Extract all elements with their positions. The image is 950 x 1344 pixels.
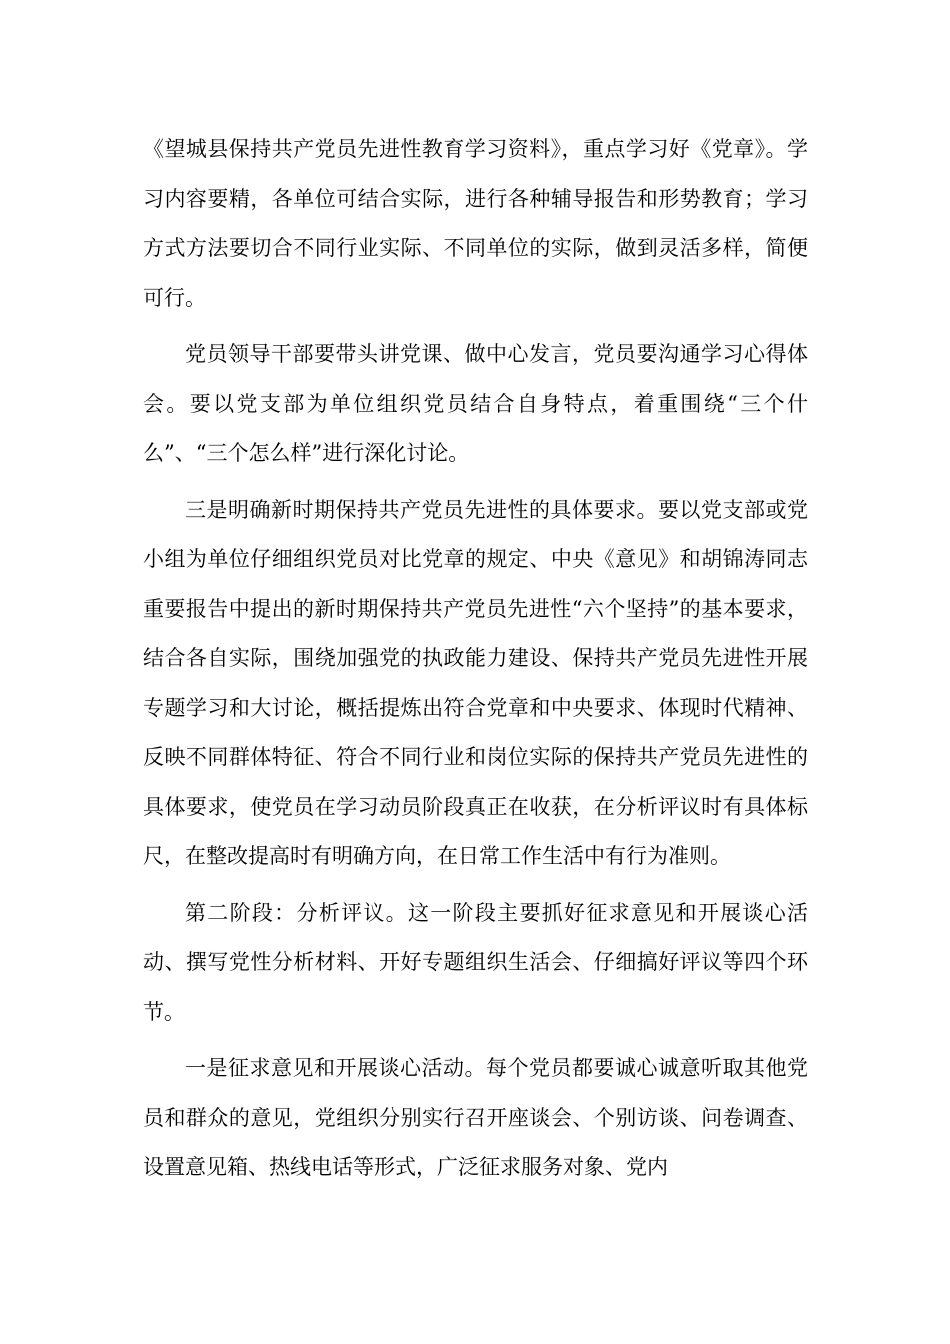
paragraph-study-materials: 《望城县保持共产党员先进性教育学习资料》，重点学习好《党章》。学习内容要精，各单位可结合实际，进行各种辅导报告和形势教育；学习方式方法要切合不同行业实际、不同单位的实际，做到灵活多样，简便可行。 <box>143 137 808 310</box>
paragraph-specific-requirements: 三是明确新时期保持共产党员先进性的具体要求。要以党支部或党小组为单位仔细组织党员对比党章的规定、中央《意见》和胡锦涛同志重要报告中提出的新时期保持共产党员先进性“六个坚持”的基本要求，结合各自实际，围绕加强党的执政能力建设、保持共产党员先进性开展专题学习和大讨论，概括提炼出符合党章和中央要求、体现时代精神、反映不同群体特征、符合不同行业和岗位实际的保持共产党员先进性的具体要求，使党员在学习动员阶段真正在收获，在分析评议时有具体标尺，在整改提高时有明确方向，在日常工作生活中有行为准则。 <box>143 497 808 868</box>
document-body <box>143 125 808 1200</box>
paragraph-second-stage: 第二阶段：分析评议。这一阶段主要抓好征求意见和开展谈心活动、撰写党性分析材料、开好专题组织生活会、仔细搞好评议等四个环节。 <box>143 900 808 1024</box>
paragraph-leader-lectures: 党员领导干部要带头讲党课、做中心发言，党员要沟通学习心得体会。要以党支部为单位组织党员结合自身特点，着重围绕“三个什么”、“三个怎么样”进行深化讨论。 <box>143 342 808 465</box>
paragraph-solicit-opinions: 一是征求意见和开展谈心活动。每个党员都要诚心诚意听取其他党员和群众的意见，党组织分别实行召开座谈会、个别访谈、问卷调查、设置意见箱、热线电话等形式，广泛征求服务对象、党内 <box>143 1056 808 1179</box>
